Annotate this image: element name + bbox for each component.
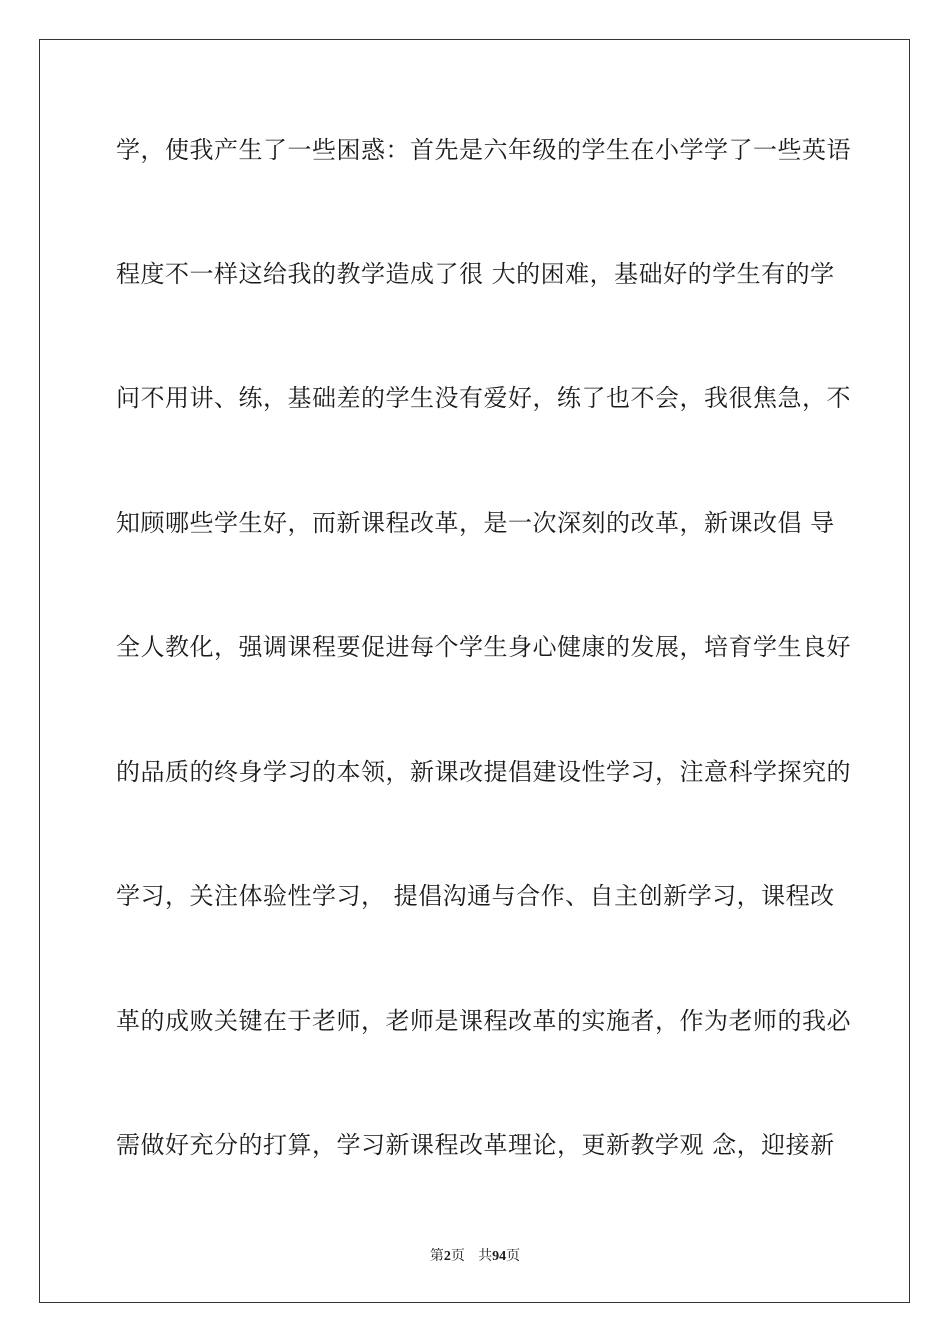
text-line: 革的成败关键在于老师，老师是课程改革的实施者，作为老师的我必 (116, 1007, 851, 1035)
page-suffix: 页 (450, 1248, 465, 1264)
text-line: 全人教化，强调课程要促进每个学生身心健康的发展，培育学生良好 (116, 633, 851, 661)
text-line: 需做好充分的打算，学习新课程改革理论，更新教学观 念，迎接新 (116, 1131, 835, 1159)
text-line: 学，使我产生了一些困惑：首先是六年级的学生在小学学了一些英语 (116, 136, 851, 164)
text-line: 程度不一样这给我的教学造成了很 大的困难，基础好的学生有的学 (116, 260, 835, 288)
text-line: 学习，关注体验性学习， 提倡沟通与合作、自主创新学习，课程改 (116, 882, 835, 910)
text-line: 知顾哪些学生好，而新课程改革，是一次深刻的改革，新课改倡 导 (116, 509, 835, 537)
page-footer (0, 1246, 950, 1267)
page-prefix: 第 (429, 1248, 444, 1264)
total-pages: 94 (492, 1249, 507, 1264)
text-line: 问不用讲、练，基础差的学生没有爱好，练了也不会，我很焦急，不 (116, 384, 851, 412)
page-number: 2 (443, 1249, 451, 1264)
text-line: 的品质的终身学习的本领，新课改提倡建设性学习，注意科学探究的 (116, 758, 851, 786)
total-prefix: 共 (478, 1248, 493, 1264)
page-border (39, 39, 910, 1303)
total-suffix: 页 (506, 1248, 521, 1264)
